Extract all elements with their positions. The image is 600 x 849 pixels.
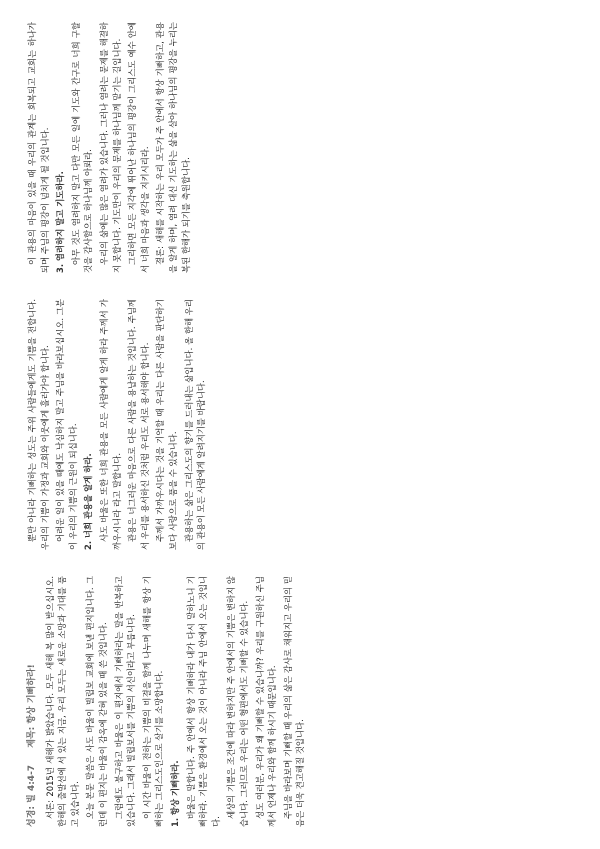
sermon-title: 제목: 항상 기뻐하라! bbox=[27, 664, 37, 748]
scripture-reference: 성경: 빌 4:4-7 bbox=[27, 764, 37, 827]
paragraph: 뿐만 아니라 기뻐하는 성도는 주위 사람들에게도 기쁨을 전합니다. 우리의 기쁨이 가정과 교회와 이웃에게 흘러가야 합니다. bbox=[27, 299, 50, 550]
column-1 bbox=[26, 576, 580, 827]
point-heading-2: 2. 너희 관용을 알게 하라. bbox=[83, 453, 94, 550]
paragraph: 그리하면 모든 지각에 뛰어난 하나님의 평강이 그리스도 예수 안에서 너희 마음과 생각을 지키시리라. bbox=[127, 22, 150, 273]
paragraph: 어려운 일이 있을 때에도 낙심하지 말고 주님을 바라보십시오. 그분이 우리의 기쁨의 근원이 되십니다. bbox=[55, 299, 78, 550]
paragraph: 오늘 본문 말씀은 사도 바울이 빌립보 교회에 보낸 편지입니다. 그런데 이 편지는 바울이 감옥에 갇혀 있을 때 쓴 것입니다. bbox=[85, 576, 108, 827]
paragraph: 서론: 2015년 새해가 밝았습니다. 모두 새해 복 많이 받으십시오. 한해의 출발선에 서 있는 지금, 우리 모두는 새로운 소망과 기대를 품고 있습니다. bbox=[44, 576, 80, 827]
paragraph: 그럼에도 불구하고 바울은 이 편지에서 기뻐하라는 말을 반복하고 있습니다. 그래서 빌립보서를 기쁨의 서신이라고 부릅니다. bbox=[113, 576, 137, 827]
sermon-header bbox=[26, 576, 39, 827]
point-heading-1: 1. 항상 기뻐하라. bbox=[169, 760, 180, 827]
paragraph: 이 시간 바울이 전하는 기쁨의 비결을 함께 나누며 새해를 항상 기뻐하는 그리스도인으로 살기를 소망합니다. bbox=[141, 576, 165, 827]
paragraph: 성도 여러분, 우리가 왜 기뻐할 수 있습니까? 우리를 구원하신 주님께서 언제나 우리와 함께 하시기 때문입니다. bbox=[254, 576, 278, 827]
paragraph: 주께서 가까우시다는 것을 기억할 때 우리는 다른 사람을 판단하기보다 사랑으로 품을 수 있습니다. bbox=[155, 299, 178, 550]
paragraph: 우리의 삶에는 많은 염려가 있습니다. 그러나 염려는 문제를 해결하지 못합니다. 기도만이 우리의 문제를 하나님께 맡기는 길입니다. bbox=[98, 22, 122, 273]
sermon-columns bbox=[26, 22, 580, 827]
paragraph: 사도 바울은 또한 너희 관용을 모든 사람에게 알게 하라 주께서 가까우시니라 라고 말합니다. bbox=[98, 299, 122, 550]
conclusion: 결론: 새해를 시작하는 우리 모두가 주 안에서 항상 기뻐하고, 관용을 알게 하며, 염려 대신 기도하는 삶을 살아 하나님의 평강을 누리는 복된 한해가 되기를 축원합니다. bbox=[155, 22, 191, 273]
column-3 bbox=[26, 22, 580, 273]
paragraph: 관용하는 삶은 그리스도의 향기를 드러내는 삶입니다. 올 한해 우리의 관용이 모든 사람에게 알려지기를 바랍니다. bbox=[183, 299, 207, 550]
paragraph: 세상의 기쁨은 조건에 따라 변하지만 주 안에서의 기쁨은 변하지 않습니다. 그러므로 우리는 어떤 형편에서도 기뻐할 수 있습니다. bbox=[226, 576, 249, 827]
point-heading-3: 3. 염려하지 말고 기도하라. bbox=[55, 171, 66, 273]
paragraph: 바울은 말합니다. 주 안에서 항상 기뻐하라 내가 다시 말하노니 기뻐하라. 기쁨은 환경에서 오는 것이 아니라 주님 안에서 오는 것입니다. bbox=[185, 576, 221, 827]
paragraph: 이 관용의 마음이 있을 때 우리의 관계는 회복되고 교회는 하나가 되며 주님의 평강이 넘치게 될 것입니다. bbox=[27, 22, 50, 273]
paragraph: 관용은 너그러운 마음으로 다른 사람을 용납하는 것입니다. 주님께서 우리를 용서하신 것처럼 우리도 서로 용서해야 합니다. bbox=[127, 299, 150, 550]
column-2 bbox=[26, 299, 580, 550]
paragraph: 아무 것도 염려하지 말고 다만 모든 일에 기도와 간구로 너희 구할 것을 감사함으로 하나님께 아뢰라. bbox=[70, 22, 94, 273]
paragraph: 주님을 바라보며 기뻐할 때 우리의 삶은 감사로 채워지고 우리의 믿음은 더욱 견고해질 것입니다. bbox=[282, 576, 306, 827]
